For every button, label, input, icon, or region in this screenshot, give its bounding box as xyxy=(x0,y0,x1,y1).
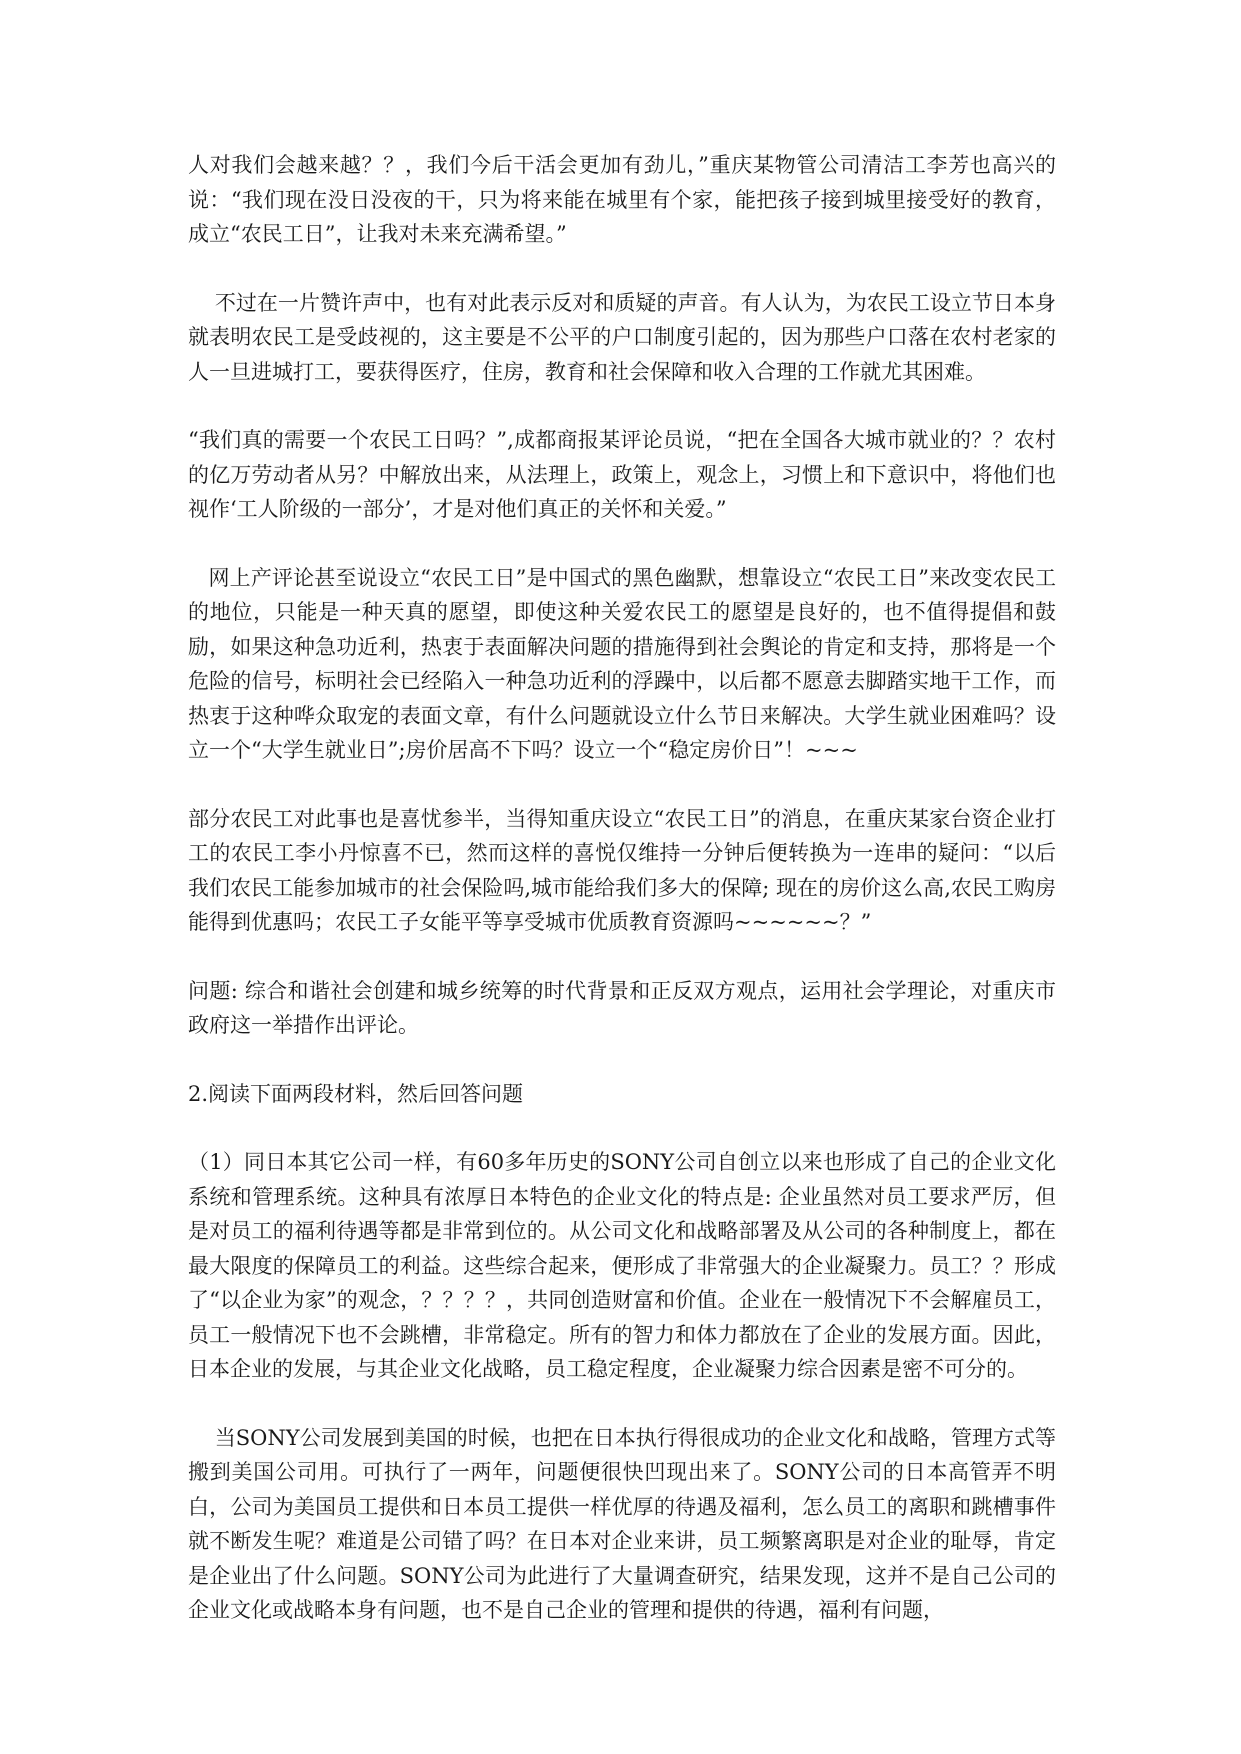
paragraph-material-1-continued: 当SONY公司发展到美国的时候，也把在日本执行得很成功的企业文化和战略，管理方式等搬到美国公司用。可执行了一两年，问题便很快凹现出来了。SONY公司的日本高管弄不明白，公司为美国员工提供和日本员工提供一样优厚的待遇及福利，怎么员工的离职和跳槽事件就不断发生呢？难道是公司错了吗？在日本对企业来讲，员工频繁离职是对企业的耻辱，肯定是企业出了什么问题。SONY公司为此进行了大量调查研究，结果发现，这并不是自己公司的企业文化或战略本身有问题，也不是自己企业的管理和提供的待遇，福利有问题， xyxy=(188,1425,1056,1622)
question-paragraph: 问题: 综合和谐社会创建和城乡统筹的时代背景和正反双方观点，运用社会学理论，对重庆市政府这一举措作出评论。 xyxy=(188,978,1056,1037)
section-heading: 2.阅读下面两段材料，然后回答问题 xyxy=(188,1081,524,1106)
paragraph-material-1: （1）同日本其它公司一样，有60多年历史的SONY公司自创立以来也形成了自己的企业文化系统和管理系统。这种具有浓厚日本特色的企业文化的特点是: 企业虽然对员工要求严厉，但是对员工的福利待遇等都是非常到位的。从公司文化和战略部署及从公司的各种制度上，都在最大限度的保障员工的利益。这些综合起来，便形成了非常强大的企业凝聚力。员工？？形成了“以企业为家”的观念，？？？？，共同创造财富和价值。企业在一般情况下不会解雇员工，员工一般情况下也不会跳槽，非常稳定。所有的智力和体力都放在了企业的发展方面。因此，日本企业的发展，与其企业文化战略，员工稳定程度，企业凝聚力综合因素是密不可分的。 xyxy=(188,1150,1056,1381)
paragraph-3: “我们真的需要一个农民工日吗？”,成都商报某评论员说，“把在全国各大城市就业的？？农村的亿万劳动者从另？中解放出来，从法理上，政策上，观念上，习惯上和下意识中，将他们也视作‘工人阶级的一部分’，才是对他们真正的关怀和关爱。” xyxy=(188,428,1056,521)
paragraph-1: 人对我们会越来越？？，我们今后干活会更加有劲儿，”重庆某物管公司清洁工李芳也高兴的说：“我们现在没日没夜的干，只为将来能在城里有个家，能把孩子接到城里接受好的教育，成立“农民工日”，让我对未来充满希望。” xyxy=(188,153,1056,246)
paragraph-2: 不过在一片赞许声中，也有对此表示反对和质疑的声音。有人认为，为农民工设立节日本身就表明农民工是受歧视的，这主要是不公平的户口制度引起的，因为那些户口落在农村老家的人一旦进城打工，要获得医疗，住房，教育和社会保障和收入合理的工作就尤其困难。 xyxy=(188,290,1057,384)
paragraph-5: 部分农民工对此事也是喜忧参半，当得知重庆设立“农民工日”的消息，在重庆某家台资企业打工的农民工李小丹惊喜不已，然而这样的喜悦仅维持一分钟后便转换为一连串的疑问：“以后我们农民工能参加城市的社会保险吗,城市能给我们多大的保障; 现在的房价这么高,农民工购房能得到优惠吗；农民工子女能平等享受城市优质教育资源吗~~~~~~？” xyxy=(188,806,1056,934)
document-body xyxy=(188,148,1056,1628)
paragraph-4: 网上产评论甚至说设立“农民工日”是中国式的黑色幽默，想靠设立“农民工日”来改变农民工的地位，只能是一种天真的愿望，即使这种关爱农民工的愿望是良好的，也不值得提倡和鼓励，如果这种急功近利，热衷于表面解决问题的措施得到社会舆论的肯定和支持，那将是一个危险的信号，标明社会已经陷入一种急功近利的浮躁中，以后都不愿意去脚踏实地干工作，而热衷于这种哗众取宠的表面文章，有什么问题就设立什么节日来解决。大学生就业困难吗？设立一个“大学生就业日”;房价居高不下吗？设立一个“稳定房价日”！~~~ xyxy=(188,565,1056,762)
